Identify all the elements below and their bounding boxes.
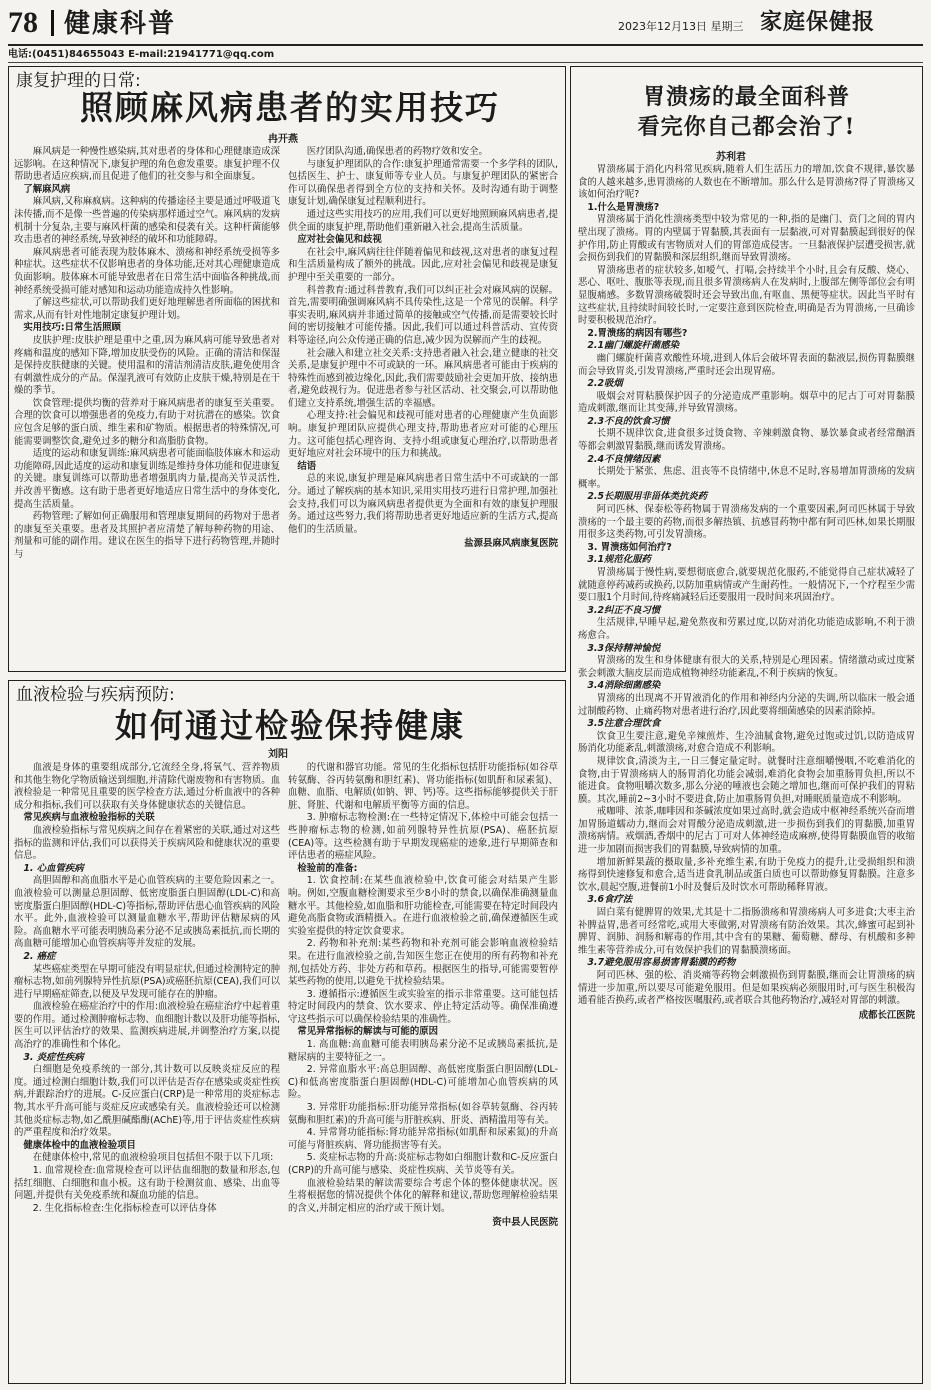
subheading: 常见疾病与血液检验指标的关联: [23, 812, 155, 824]
paragraph: 社会融入和建立社交关系:支持患者融入社会,建立健康的社交关系,是康复护理中不可或缺的一环。麻风病患者可能由于疾病的特殊性而感到被边缘化,因此,我们需要鼓励社会更加开放、接纳患者,避免歧视行为。促进患者参与社区活动、社交聚会,可以帮助他们建立支持系统,增强生活的幸福感。: [288, 347, 558, 409]
source-hospital: 成都长江医院: [858, 1009, 915, 1021]
paragraph: 通过这些实用技巧的应用,我们可以更好地照顾麻风病患者,提供全面的康复护理,帮助他们重新融入社会,提高生活质量。: [288, 208, 558, 233]
subheading: 3.2纠正不良习惯: [587, 604, 661, 616]
paragraph: 胃溃疡属于慢性病,要想彻底愈合,就要规范化服药,不能觉得自己症状减轻了就随意停药减药或换药,以防加重病情或产生耐药性。一般情况下,一个疗程至少需要口服1个月时间,待疼痛减轻后还要服用一段时间来巩固治疗。: [578, 567, 915, 604]
paragraph: 麻风病,又称麻疯病。这种病的传播途径主要是通过呼吸道飞沫传播,而不是像一些普遍的传染病那样通过空气。麻风病的发病机制十分复杂,主要与麻风杆菌的感染和侵袭有关。这种杆菌能够攻击患者的神经系统,导致神经的破坏和功能障碍。: [14, 196, 280, 246]
subheading: 2.5长期服用非甾体类抗炎药: [587, 491, 708, 503]
article2-author: 刘阳: [268, 749, 288, 760]
issue-date: 2023年12月13日 星期三: [618, 20, 744, 33]
source-hospital: 资中县人民医院: [492, 1217, 558, 1229]
subheading: 2.1幽门螺旋杆菌感染: [587, 340, 679, 352]
subheading: 2.2吸烟: [587, 378, 623, 390]
source-hospital: 盐源县麻风病康复医院: [464, 538, 558, 550]
paragraph: 长期不规律饮食,进食很多过烫食物、辛辣刺激食物、暴饮暴食或者经常酗酒等都会刺激胃黏膜,继而诱发胃溃疡。: [578, 428, 915, 453]
article1-title: 照顾麻风病患者的实用技巧: [80, 88, 500, 127]
article1-column-1: [14, 146, 280, 668]
paragraph: 胃溃疡患者的症状较多,如嗳气、打嗝,会持续半个小时,且会有反酸、烧心、恶心、呕吐、腹胀等表现,而且很多胃溃疡病人在发病时,上腹部左侧等部位会有明显腹痛感。多数胃溃疡破裂时还会导致出血,有呕血、黑便等症状。因此当平时有这些症状,且持续时间较长时,一定要注意到医院检查,明确是否为胃溃疡,一旦确诊时要积极规范治疗。: [578, 264, 915, 327]
paragraph: 麻风病是一种慢性感染病,其对患者的身体和心理健康造成深远影响。在这种情况下,康复护理的角色愈发重要。康复护理不仅帮助患者适应疾病,而且促进了他们的社交参与和全面康复。: [14, 146, 280, 183]
header-divider: [51, 10, 54, 36]
subheading: 应对社会偏见和歧视: [297, 234, 382, 246]
paragraph: 3. 遵循指示:遵循医生或实验室的指示非常重要。这可能包括特定时间段内的禁食、饮水要求、停止特定活动等。确保准确遵守这些指示可以确保检验结果的准确性。: [288, 988, 558, 1025]
subheading: 3.7避免服用容易损害胃黏膜的药物: [587, 957, 736, 969]
paragraph: 在社会中,麻风病往往伴随着偏见和歧视,这对患者的康复过程和生活质量构成了额外的挑战。因此,应对社会偏见和歧视是康复护理中至关重要的一部分。: [288, 246, 558, 283]
paragraph: 适度的运动和康复训练:麻风病患者可能面临肢体麻木和运动功能障碍,因此适度的运动和康复训练是维持身体功能和促进康复的关键。康复训练可以帮助患者增强肌肉力量,提高关节灵活性,并改善平衡感。这有助于患者更好地适应日常生活中的身体变化,提高生活质量。: [14, 448, 280, 510]
paragraph: 了解这些症状,可以帮助我们更好地理解患者所面临的困扰和需求,从而有针对性地制定康复护理计划。: [14, 297, 280, 321]
paragraph: 胃溃疡的发生和身体健康有很大的关系,特别是心理因素。情绪激动或过度紧张会刺激大脑皮层而造成植物神经功能紊乱,不利于疾病的恢复。: [578, 655, 915, 679]
subheading: 3.4消除细菌感染: [587, 680, 661, 692]
subheading: 3.3保持精神愉悦: [587, 642, 661, 654]
paragraph: 2. 生化指标检查:生化指标检查可以评估身体: [32, 1202, 217, 1214]
paragraph: 的代谢和器官功能。常见的生化指标包括肝功能指标(如谷草转氨酶、谷丙转氨酶和胆红素)、肾功能指标(如肌酐和尿素氮)、血糖、血脂、电解质(如钠、钾、钙)等。这些指标能够提供关于肝脏、肾脏、代谢和电解质平衡等方面的信息。: [288, 762, 558, 811]
paragraph: 胃溃疡属于消化内科常见疾病,随着人们生活压力的增加,饮食不规律,暴饮暴食的人越来越多,患胃溃疡的人数也在不断增加。那么什么是胃溃疡?得了胃溃疡又该如何治疗呢?: [578, 164, 915, 201]
paragraph: 胃溃疡属于消化性溃疡类型中较为常见的一种,指的是幽门、贲门之间的胃内壁出现了溃疡。胃的内壁属于胃黏膜,其表面有一层黏液,可对胃黏膜起到很好的保护作用,防止胃酸或有害物质对人们的胃部造成侵害。一旦黏液保护层遭受损害,就会损伤到我们的胃黏膜和深层组织,继而导致胃溃疡。: [578, 214, 915, 264]
paragraph: 某些癌症类型在早期可能没有明显症状,但通过检测特定的肿瘤标志物,如前列腺特异性抗原(PSA)或癌胚抗原(CEA),我们可以进行早期癌症筛查,以便及早发现可能存在的肿瘤。: [14, 963, 280, 1000]
subheading: 1. 心血管疾病: [23, 862, 84, 874]
paragraph: 与康复护理团队的合作:康复护理通常需要一个多学科的团队,包括医生、护士、康复师等专业人员。与康复护理团队的紧密合作可以确保患者得到全方位的支持和关怀。及时沟通有助于调整康复计划,确保康复过程顺利进行。: [288, 158, 558, 208]
subheading: 健康体检中的血液检验项目: [23, 1139, 136, 1151]
paragraph: 1. 饮食控制:在某些血液检验中,饮食可能会对结果产生影响。例如,空腹血糖检测要求至少8小时的禁食,以确保准确测量血糖水平。其他检验,如血脂和肝功能检查,可能需要在特定时间段内避免高脂食物或酒精摄入。在进行血液检验之前,确保遵循医生或实验室提供的特定饮食要求。: [288, 875, 558, 937]
contact-rule: [8, 62, 923, 63]
subheading: 3.6食疗法: [587, 894, 633, 906]
header-rule: [8, 44, 923, 46]
paragraph: 阿司匹林、强的松、消炎痛等药物会刺激损伤到胃黏膜,继而会让胃溃疡的病情进一步加重,所以要尽可能避免服用。但是如果疾病必须服用时,可与医生积极沟通看能否换药,或者严格按医嘱服药,或者联合其他药物治疗,减轻对胃部的刺激。: [578, 970, 915, 1007]
paragraph: 规律饮食,清淡为主,一日三餐定量定时。就餐时注意细嚼慢咽,不吃难消化的食物,由于胃溃疡病人的肠胃消化功能会减弱,难消化食物会加重肠胃负担,所以不能进食。食物咀嚼次数多,那么分泌的唾液也会随之增加也,继而可保护我们的胃粘膜。其次,睡前2~3小时不要进食,防止加重肠胃负担,对睡眠质量造成不利影响。: [578, 755, 915, 805]
paragraph: 戒咖啡、浓茶,咖啡因和茶碱浓度如果过高时,就会造成中枢神经系统兴奋而增加胃肠道蠕动力,继而会对胃酸分泌造成刺激,进一步损伤到我们的胃黏膜,加重胃溃疡病情。戒烟酒,香烟中的尼古丁可对人体神经造成麻痹,使得胃黏膜血管的收缩进一步加剧而损害我们的胃黏膜,导致病情的加重。: [578, 806, 915, 856]
article1-column-2: [288, 146, 558, 668]
paragraph: 固白菜有健脾胃的效果,尤其是十二指肠溃疡和胃溃疡病人可多进食;大枣主治补脾益胃,患者可经常吃,或用大枣做粥,对胃溃疡有防治效果。其次,蜂蜜可起到补脾胃、润肺、润肠和解毒的作用,其中含有的果糖、葡萄糖、酵母、有机酸和多种维生素等营养成分,可有效保护我们的胃黏膜溃疡面。: [578, 907, 915, 956]
subheading: 1.什么是胃溃疡?: [587, 201, 660, 213]
article2-column-1: [14, 762, 280, 1380]
section-title: 健康科普: [64, 9, 177, 39]
subheading: 3. 炎症性疾病: [23, 1051, 84, 1063]
article3-body: [578, 164, 915, 1378]
article2-kicker: 血液检验与疾病预防:: [16, 685, 175, 705]
paragraph: 1. 血常规检查:血常规检查可以评估血细胞的数量和形态,包括红细胞、白细胞和血小板。这有助于检测贫血、感染、出血等问题,并提供有关免疫系统和凝血功能的信息。: [14, 1165, 280, 1202]
subheading: 常见异常指标的解读与可能的原因: [297, 1026, 439, 1038]
article2-title: 如何通过检验保持健康: [115, 706, 465, 745]
article3-title-line-2: 看完你自己都会治了!: [637, 114, 856, 140]
paragraph: 血液是身体的重要组成部分,它流经全身,将氧气、营养物质和其他生物化学物质输送到细胞,并清除代谢废物和有害物质。血液检验是一种常见且重要的医学检查方法,通过分析血液中的各种成分和指标,我们可以获取有关身体健康状态的关键信息。: [14, 762, 280, 811]
paragraph: 总的来说,康复护理是麻风病患者日常生活中不可或缺的一部分。通过了解疾病的基本知识,采用实用技巧进行日常护理,加强社会支持,我们可以为麻风病患者提供更为全面和有效的康复护理服务。通过这些努力,我们将帮助患者更好地适应新的生活方式,提高他们的生活质量。: [288, 473, 558, 535]
newspaper-name: 家庭保健报: [760, 9, 876, 35]
contact-line: 电话:(0451)84655043 E-mail:21941771@qq.com: [8, 49, 275, 60]
paragraph: 增加新鲜果蔬的摄取量,多补充维生素,有助于免疫力的提升,让受损组织和溃疡得到快速修复和愈合,适当进食乳制品或蛋白质也可以帮助修复胃黏膜。注意多饮水,晨起空腹,进餐前1小时及餐后及时饮水可帮助稀释胃液。: [578, 856, 915, 893]
paragraph: 血液检验在癌症治疗中的作用:血液检验在癌症治疗中起着重要的作用。通过检测肿瘤标志物、血细胞计数以及肝功能等指标,医生可以评估治疗的效果、监测疾病进展,并调整治疗方案,以提高治疗的准确性和个体化。: [14, 1001, 280, 1051]
paragraph: 饮食卫生要注意,避免辛辣煎炸、生冷油腻食物,避免过饱或过饥,以防造成胃肠消化功能紊乱,刺激溃疡,对愈合造成不利影响。: [578, 730, 915, 755]
paragraph: 高胆固醇和高血脂水平是心血管疾病的主要危险因素之一。血液检验可以测量总胆固醇、低密度脂蛋白胆固醇(LDL-C)和高密度脂蛋白胆固醇(HDL-C)等指标,帮助评估患心血管疾病的风险水平。此外,血液检验可以测量血糖水平,帮助评估糖尿病的风险。高血糖水平可能表明胰岛素分泌不足或胰岛素抵抗,而长期的高血糖可能增加心血管疾病等并发症的发展。: [14, 875, 280, 950]
paragraph: 4. 异常肾功能指标:肾功能异常指标(如肌酐和尿素氮)的升高可能与肾脏疾病、肾功能损害等有关。: [288, 1127, 558, 1151]
subheading: 2.4不良情绪因素: [587, 453, 661, 465]
page-number: 78: [8, 6, 38, 39]
subheading: 3.1规范化服药: [587, 554, 651, 566]
subheading: 结语: [297, 460, 317, 472]
subheading: 实用技巧:日常生活照顾: [23, 322, 121, 334]
paragraph: 2. 异常血脂水平:高总胆固醇、高低密度脂蛋白胆固醇(LDL-C)和低高密度脂蛋白胆固醇(HDL-C)可能增加心血管疾病的风险。: [288, 1064, 558, 1101]
paragraph: 3. 肿瘤标志物检测:在一些特定情况下,体检中可能会包括一些肿瘤标志物的检测,如前列腺特异性抗原(PSA)、癌胚抗原(CEA)等。这些检测有助于早期发现癌症的迹象,进行早期筛查和评估患者的癌症风险。: [288, 812, 558, 862]
paragraph: 药物管理:了解如何正确服用和管理康复期间的药物对于患者的康复至关重要。患者及其照护者应清楚了解每种药物的用途、剂量和可能的副作用。建议在医生的指导下进行药物管理,并随时与: [14, 511, 280, 560]
paragraph: 医疗团队沟通,确保患者的药物疗效和安全。: [306, 146, 488, 157]
article1-author: 冉开燕: [268, 134, 298, 145]
paragraph: 在健康体检中,常见的血液检验项目包括但不限于以下几项:: [32, 1152, 274, 1164]
paragraph: 3. 异常肝功能指标:肝功能异常指标(如谷草转氨酶、谷丙转氨酶和胆红素)的升高可能与肝脏疾病、肝炎、酒精滥用等有关。: [288, 1102, 558, 1126]
subheading: 2. 癌症: [23, 950, 56, 962]
paragraph: 饮食管理:提供均衡的营养对于麻风病患者的康复至关重要。合理的饮食可以增强患者的免疫力,有助于对抗潜在的感染。饮食应包含足够的蛋白质、维生素和矿物质。根据患者的特殊情况,可能需要调整饮食,避免过多的糖分和高脂肪食物。: [14, 397, 280, 447]
paragraph: 幽门螺旋杆菌喜欢酸性环境,进到人体后会破坏胃表面的黏液层,损伤胃黏膜继而会导致胃炎,引发胃溃疡,严重时还会出现胃癌。: [578, 352, 915, 377]
article2-column-2: [288, 762, 558, 1380]
paragraph: 皮肤护理:皮肤护理是重中之重,因为麻风病可能导致患者对疼痛和温度的感知下降,增加皮肤受伤的风险。正确的清洁和保湿是保持皮肤健康的关键。使用温和的清洁剂清洁皮肤,避免使用含有刺激性成分的产品。保湿乳液可有效防止皮肤干燥,特别是在干燥的季节。: [14, 334, 280, 397]
paragraph: 麻风病患者可能表现为肢体麻木、溃疡和神经系统受损等多种症状。这些症状不仅影响患者的身体功能,还对其心理健康造成负面影响。肢体麻木可能导致患者在日常生活中面临各种挑战,而神经系统受损可能对感知和运动功能造成持久性影响。: [14, 246, 280, 296]
subheading: 2.3不良的饮食习惯: [587, 415, 670, 427]
article1-kicker: 康复护理的日常:: [16, 71, 141, 91]
paragraph: 血液检验结果的解读需要综合考虑个体的整体健康状况。医生将根据您的情况提供个体化的解释和建议,帮助您理解检验结果的含义,并制定相应的治疗或干预计划。: [288, 1177, 558, 1214]
paragraph: 5. 炎症标志物的升高:炎症标志物如白细胞计数和C-反应蛋白(CRP)的升高可能与感染、炎症性疾病、关节炎等有关。: [288, 1152, 558, 1176]
paragraph: 2. 药物和补充剂:某些药物和补充剂可能会影响血液检验结果。在进行血液检验之前,告知医生您正在使用的所有药物和补充剂,包括处方药、非处方药和草药。根据医生的指导,可能需要暂停某些药物的使用,以避免干扰检验结果。: [288, 938, 558, 988]
article3-title-line-1: 胃溃疡的最全面科普: [642, 84, 850, 110]
paragraph: 心理支持:社会偏见和歧视可能对患者的心理健康产生负面影响。康复护理团队应提供心理支持,帮助患者应对可能的心理压力。这可能包括心理咨询、支持小组或康复心理治疗,以帮助患者更好地应对社会环境中的压力和挑战。: [288, 410, 558, 460]
paragraph: 阿司匹林、保泰松等药物属于胃溃疡发病的一个重要因素,阿司匹林属于导致溃疡的一个最主要的药物,而很多解热镇、抗感冒药物中都有阿司匹林,如果长期服用很多这类药物,可引发胃溃疡。: [578, 504, 915, 541]
paragraph: 胃溃疡的出现离不开胃液消化的作用和神经内分泌的失调,所以临床一般会通过制酸药物、止痛药物对患者进行治疗,因此要将细菌感染的因素消除掉。: [578, 692, 915, 717]
subheading: 3. 胃溃疡如何治疗?: [587, 541, 672, 553]
paragraph: 科普教育:通过科普教育,我们可以纠正社会对麻风病的误解。首先,需要明确强调麻风病不具传染性,这是一个常见的误解。科学事实表明,麻风病并非通过简单的接触或空气传播,而是需要较长时间的密切接触才可能传播。因此,我们可以通过科普活动、宣传资料等途径,向公众传递正确的信息,减少因为误解而产生的歧视。: [288, 284, 558, 346]
paragraph: 血液检验指标与常见疾病之间存在着紧密的关联,通过对这些指标的监测和评估,我们可以获得关于疾病风险和健康状况的重要信息。: [14, 824, 280, 862]
subheading: 了解麻风病: [23, 183, 71, 195]
paragraph: 吸烟会对胃粘膜保护因子的分泌造成严重影响。烟草中的尼古丁可对胃黏膜造成刺激,继而让其变薄,并导致胃溃疡。: [578, 390, 915, 415]
paragraph: 长期处于紧张、焦虑、沮丧等不良情绪中,休息不足时,容易增加胃溃疡的发病概率。: [578, 466, 915, 490]
paragraph: 1. 高血糖:高血糖可能表明胰岛素分泌不足或胰岛素抵抗,是糖尿病的主要特征之一。: [288, 1039, 558, 1063]
subheading: 2.胃溃疡的病因有哪些?: [587, 327, 688, 339]
article3-author: 苏利君: [716, 152, 746, 163]
subheading: 检验前的准备:: [297, 862, 358, 874]
subheading: 3.5注意合理饮食: [587, 718, 661, 730]
paragraph: 生活规律,早睡早起,避免熬夜和劳累过度,以防对消化功能造成影响,不利于溃疡愈合。: [578, 617, 915, 641]
paragraph: 白细胞是免疫系统的一部分,其计数可以反映炎症反应的程度。通过检测白细胞计数,我们可以评估是否存在感染或炎症性疾病,并跟踪治疗的进展。C-反应蛋白(CRP)是一种常用的炎症标志物,其水平升高可能与炎症反应或感染有关。血液检验还可以检测其他炎症标志物,如乙酰胆碱酯酶(AChE)等,用于评估炎症性疾病的严重程度和治疗效果。: [14, 1064, 280, 1139]
